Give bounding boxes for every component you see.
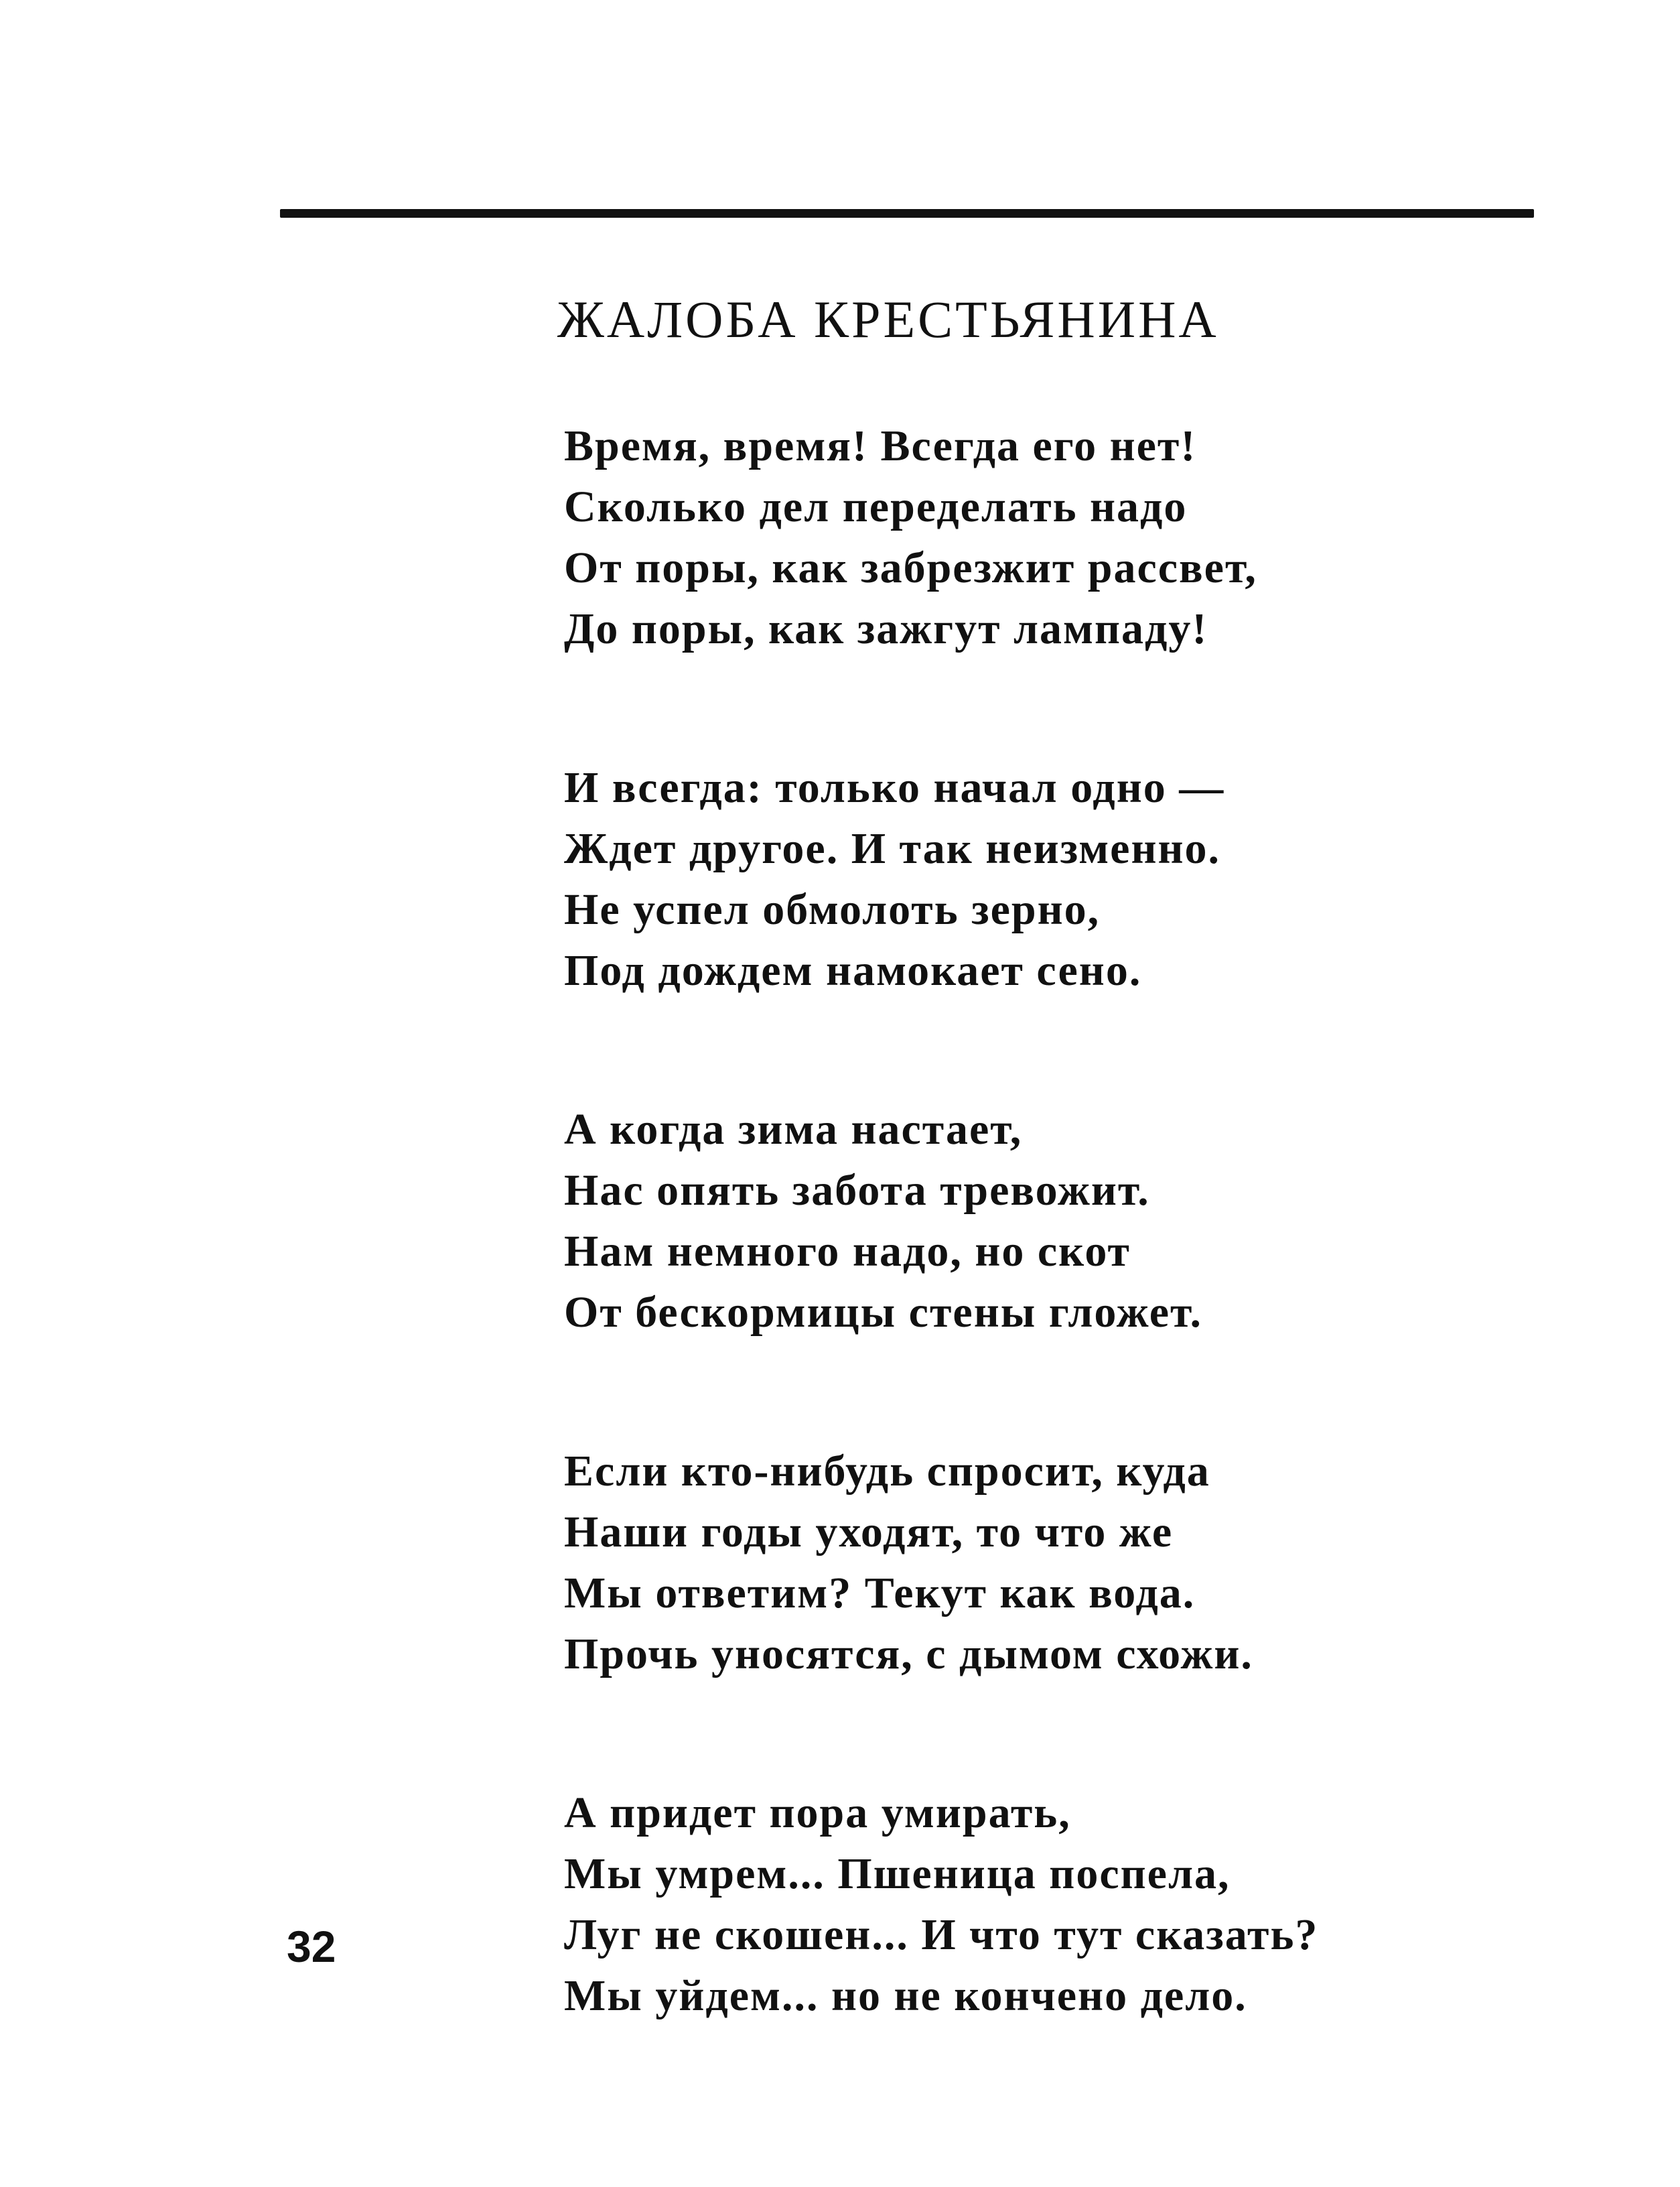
poem-line: Мы уйдем... но не кончено дело. [564, 1971, 1247, 2020]
poem-line: Луг не скошен... И что тут сказать? [564, 1910, 1319, 1959]
poem-line: И всегда: только начал одно — [564, 763, 1225, 812]
page-number: 32 [287, 1922, 336, 1971]
poem-line: Мы ответим? Текут как вода. [564, 1569, 1196, 1617]
poem-line: А придет пора умирать, [564, 1788, 1071, 1837]
poem-title: ЖАЛОБА КРЕСТЬЯНИНА [557, 290, 1219, 348]
stanza-1 [564, 415, 1529, 659]
stanza-5 [564, 1782, 1529, 2026]
poem-line: Не успел обмолоть зерно, [564, 885, 1101, 934]
poem-line: От поры, как забрезжит рассвет, [564, 543, 1257, 592]
poem-line: Прочь уносятся, с дымом схожи. [564, 1630, 1253, 1678]
poem-line: Мы умрем... Пшеница поспела, [564, 1849, 1231, 1898]
poem-line: А когда зима настает, [564, 1105, 1023, 1154]
stanza-4 [564, 1441, 1529, 1684]
poem-line: Нам немного надо, но скот [564, 1227, 1131, 1276]
poem-line: Время, время! Всегда его нет! [564, 421, 1197, 470]
poem-line: Ждет другое. И так неизменно. [564, 824, 1221, 873]
poem-line: От бескормицы стены гложет. [564, 1288, 1202, 1337]
stanza-2 [564, 757, 1529, 1001]
poem-line: Наши годы уходят, то что же [564, 1508, 1174, 1556]
top-rule [280, 209, 1534, 218]
poem-line: До поры, как зажгут лампаду! [564, 604, 1208, 653]
poem-line: Нас опять забота тревожит. [564, 1166, 1150, 1215]
poem-line: Под дождем намокает сено. [564, 946, 1142, 995]
poem-body [564, 415, 1529, 2124]
poem-line: Сколько дел переделать надо [564, 482, 1188, 531]
poem-line: Если кто-нибудь спросит, куда [564, 1447, 1210, 1496]
stanza-3 [564, 1099, 1529, 1343]
